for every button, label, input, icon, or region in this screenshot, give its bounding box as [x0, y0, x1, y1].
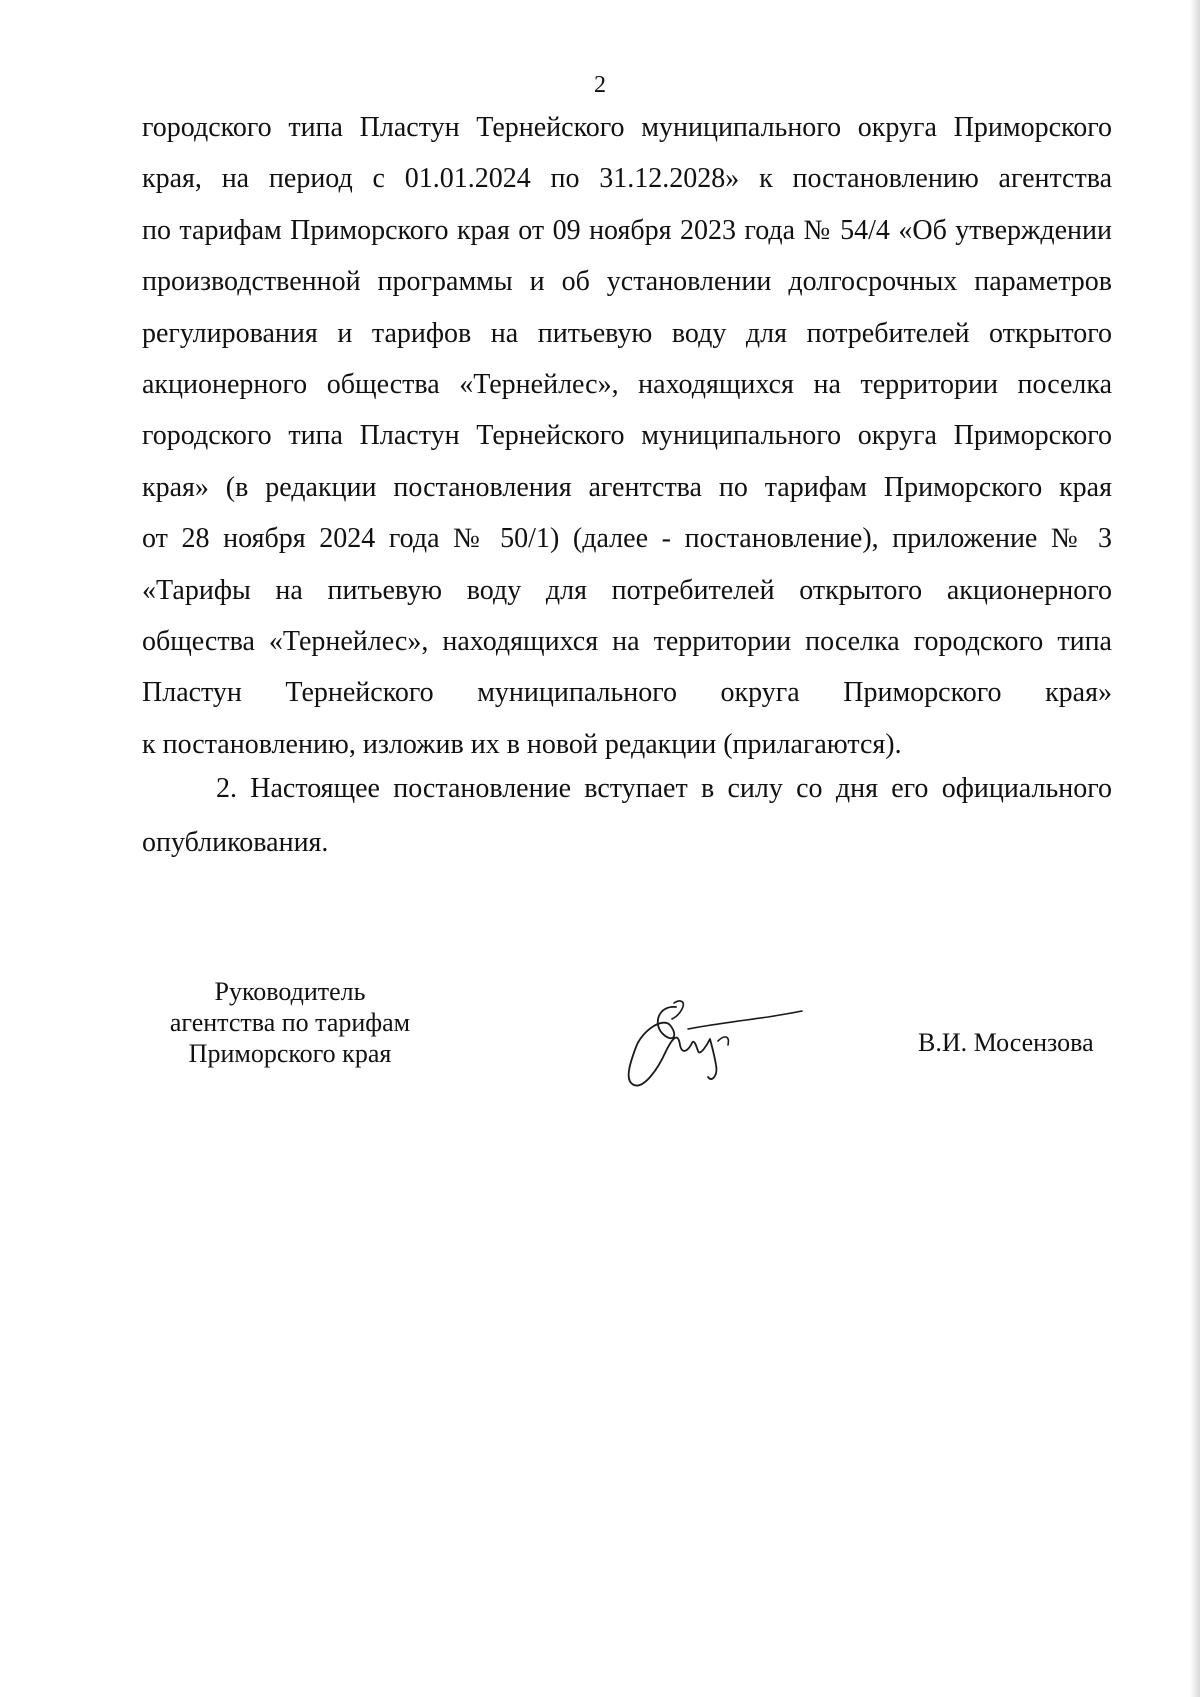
paragraph-1-line: общества «Тернейлес», находящихся на территории поселка городского типа	[142, 626, 1112, 658]
paragraph-1-line: от 28 ноября 2024 года № 50/1) (далее - постановление), приложение № 3	[142, 523, 1112, 555]
scan-edge-shadow	[1190, 0, 1200, 1697]
signatory-title-line: Приморского края	[188, 1039, 392, 1068]
paragraph-1-line: производственной программы и об установлении долгосрочных параметров	[142, 266, 1112, 298]
paragraph-1-line: по тарифам Приморского края от 09 ноября 2023 года № 54/4 «Об утверждении	[142, 214, 1112, 246]
paragraph-1-line: акционерного общества «Тернейлес», находящихся на территории поселка	[142, 369, 1112, 401]
paragraph-1-line: края» (в редакции постановления агентства по тарифам Приморского края	[142, 471, 1112, 503]
paragraph-1-line: городского типа Пластун Тернейского муниципального округа Приморского	[142, 112, 1112, 143]
paragraph-1-line: Пластун Тернейского муниципального округа Приморского края»	[142, 677, 1112, 709]
paragraph-1-line: «Тарифы на питьевую воду для потребителей открытого акционерного	[142, 574, 1112, 606]
paragraph-1-line: к постановлению, изложив их в новой редакции (прилагаются).	[142, 728, 902, 760]
paragraph-2-line: опубликования.	[142, 827, 329, 858]
paragraph-1-line: регулирования и тарифов на питьевую воду для потребителей открытого	[142, 317, 1112, 349]
paragraph-2-line: 2. Настоящее постановление вступает в силу со дня его официального	[216, 773, 1112, 804]
paragraph-1-line: городского типа Пластун Тернейского муниципального округа Приморского	[142, 420, 1112, 452]
paragraph-2	[142, 762, 1112, 870]
paragraph-1	[142, 102, 1112, 770]
page-number: 2	[594, 72, 606, 98]
signatory-title-line: Руководитель	[214, 977, 366, 1006]
paragraph-1-line: края, на период с 01.01.2024 по 31.12.2028» к постановлению агентства	[142, 163, 1112, 195]
handwritten-signature	[618, 995, 808, 1090]
signatory-title-line: агентства по тарифам	[169, 1008, 411, 1037]
signatory-title	[140, 976, 440, 1069]
signatory-name: В.И. Мосензова	[918, 1028, 1094, 1057]
